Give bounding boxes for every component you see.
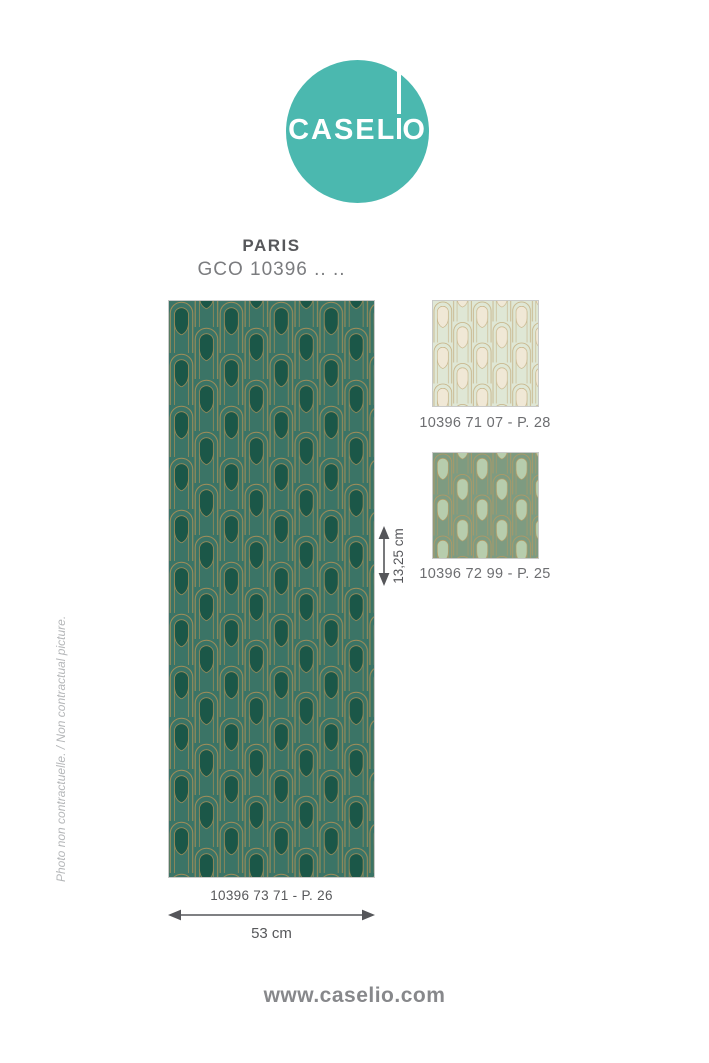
width-dimension-label: 53 cm	[251, 925, 292, 942]
logo-letter-i	[396, 118, 402, 139]
swatch-label: 10396 72 99 - P. 25	[419, 566, 551, 582]
website-link[interactable]: www.caselio.com	[263, 984, 446, 1007]
main-wallpaper-sample	[168, 300, 375, 878]
header	[118, 236, 425, 281]
photo-disclaimer: Photo non contractuelle. / Non contractual picture.	[54, 615, 68, 882]
swatch-colorway-72-99	[432, 452, 539, 559]
main-sample-ref-label: 10396 73 71 - P. 26	[210, 888, 333, 903]
height-dimension-label: 13,25 cm	[391, 528, 406, 584]
swatch-label: 10396 71 07 - P. 28	[419, 415, 551, 431]
collection-title: PARIS	[242, 236, 301, 255]
logo-text-right: O	[402, 114, 427, 146]
logo-i-bar-icon	[397, 64, 400, 114]
brand-logo	[286, 60, 429, 203]
height-dimension-arrow	[377, 526, 391, 591]
logo-i-stem-icon	[397, 118, 400, 139]
double-arrow-horizontal-icon	[168, 908, 375, 922]
double-arrow-vertical-icon	[377, 526, 391, 586]
swatch-colorway-71-07	[432, 300, 539, 407]
logo-text-left: CASEL	[288, 114, 397, 146]
reference-code: GCO 10396 .. ..	[197, 259, 346, 280]
brand-logo-text	[286, 116, 429, 145]
